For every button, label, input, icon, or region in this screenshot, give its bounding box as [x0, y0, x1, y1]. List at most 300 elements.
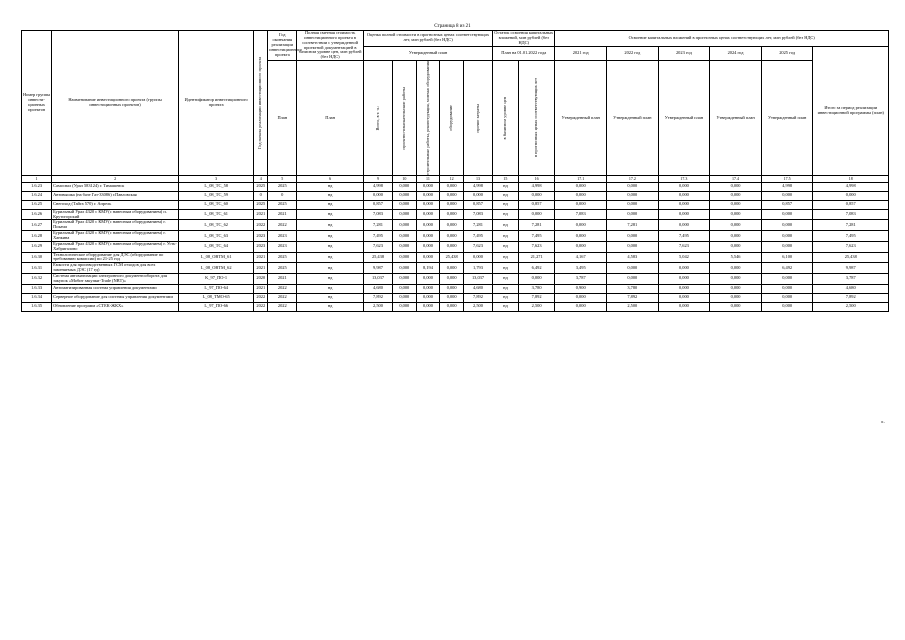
header-year-2024: 2024 год	[710, 46, 762, 61]
cell-base: нд	[493, 209, 519, 220]
cell-y2021: 0,000	[555, 241, 607, 252]
table-row	[22, 209, 889, 220]
header-total: Всего, в т. ч.:	[363, 61, 392, 176]
cell-other: 7,083	[463, 209, 492, 220]
cell-y2025: 0,000	[761, 209, 813, 220]
cell-constr: 0,000	[416, 273, 440, 284]
cell-constr: 0,000	[416, 284, 440, 293]
cell-sum: 3,787	[813, 273, 889, 284]
cell-id: L_97_ПО-64	[179, 284, 254, 293]
cell-base: нд	[493, 231, 519, 242]
header-year-2023: 2023 год	[658, 46, 710, 61]
header-financing: Освоение капитальных вложений в прогнозных ценах соответствующих лет, млн рублей (без НДС)	[555, 31, 889, 47]
table-row	[22, 220, 889, 231]
cell-equip: 0,000	[440, 273, 464, 284]
cell-no: 1.6.33	[22, 284, 52, 293]
col-num: 17.4	[710, 175, 762, 182]
cell-full: нд	[297, 209, 364, 220]
cell-sum: 7,623	[813, 241, 889, 252]
cell-start: 2023	[254, 241, 268, 252]
cell-other: 0,000	[463, 191, 492, 200]
cell-y2023: 7,495	[658, 231, 710, 242]
cell-start: 2021	[254, 209, 268, 220]
cell-base: нд	[493, 263, 519, 274]
cell-start: 2022	[254, 220, 268, 231]
cell-full: нд	[297, 263, 364, 274]
cell-sum: 9,987	[813, 263, 889, 274]
cell-start: 2021	[254, 284, 268, 293]
cell-start: 2025	[254, 200, 268, 209]
cell-base: нд	[493, 273, 519, 284]
header-design: проектно-изыскательские работы	[393, 61, 417, 176]
cell-design: 0,000	[393, 302, 417, 311]
cell-y2021: 0,900	[555, 284, 607, 293]
cell-base: нд	[493, 191, 519, 200]
cell-total: 25,438	[363, 252, 392, 263]
cell-constr: 0,000	[416, 252, 440, 263]
page-number: Страница 8 из 21	[434, 24, 471, 29]
cell-total: 9,987	[363, 263, 392, 274]
cell-other: 0,000	[463, 252, 492, 263]
cell-y2022: 7,892	[607, 293, 659, 302]
cell-end: 2023	[268, 241, 297, 252]
cell-design: 0,000	[393, 209, 417, 220]
cell-base: нд	[493, 200, 519, 209]
cell-total: 2,500	[363, 302, 392, 311]
cell-end: 2022	[268, 284, 297, 293]
cell-y2023: 0,000	[658, 302, 710, 311]
cell-design: 0,000	[393, 252, 417, 263]
cell-end: 2022	[268, 302, 297, 311]
cell-name: Снегоход (Тайга 570) г. Апрель	[52, 200, 179, 209]
cell-forecast: 2,500	[518, 302, 555, 311]
cell-y2023: 0,000	[658, 182, 710, 191]
cell-constr: 0,000	[416, 241, 440, 252]
cell-y2021: 0,000	[555, 231, 607, 242]
cell-other: 4,998	[463, 182, 492, 191]
header-start-year: Год начала реализации инвестиционного проекта	[254, 31, 268, 176]
cell-constr: 0,000	[416, 182, 440, 191]
cell-full: нд	[297, 293, 364, 302]
cell-y2025: 0,000	[761, 220, 813, 231]
header-equipment: оборудование	[440, 61, 464, 176]
cell-end: 2021	[268, 273, 297, 284]
cell-total: 7,623	[363, 241, 392, 252]
cell-id: L_08_TC_61	[179, 209, 254, 220]
cell-y2021: 0,000	[555, 200, 607, 209]
cell-y2021: 0,000	[555, 182, 607, 191]
cell-design: 0,000	[393, 200, 417, 209]
cell-forecast: 6,492	[518, 263, 555, 274]
cell-forecast: 7,623	[518, 241, 555, 252]
header-plan-as-of: План на 01.01.2022 года	[493, 46, 555, 61]
cell-y2022: 0,000	[607, 209, 659, 220]
cell-base: нд	[493, 241, 519, 252]
cell-y2024: 5,546	[710, 252, 762, 263]
cell-y2023: 0,000	[658, 263, 710, 274]
cell-sum: 25,438	[813, 252, 889, 263]
cell-sum: 4,998	[813, 182, 889, 191]
cell-end: 2025	[268, 182, 297, 191]
cell-other: 4,680	[463, 284, 492, 293]
cell-no: 1.6.32	[22, 273, 52, 284]
table-row	[22, 302, 889, 311]
cell-design: 0,000	[393, 182, 417, 191]
cell-equip: 0,000	[440, 231, 464, 242]
cell-y2024: 0,000	[710, 200, 762, 209]
cell-y2022: 4,583	[607, 252, 659, 263]
cell-full: нд	[297, 182, 364, 191]
cell-full: нд	[297, 252, 364, 263]
cell-name: Емкости для производственных ГСМ отходов для всех заменяемых ДЭС (17 ед)	[52, 263, 179, 274]
cell-equip: 0,000	[440, 302, 464, 311]
cell-constr: 0,000	[416, 293, 440, 302]
cell-no: 1.6.35	[22, 302, 52, 311]
table-row	[22, 273, 889, 284]
cell-start: 2025	[254, 182, 268, 191]
cell-y2024: 0,000	[710, 293, 762, 302]
cell-other: 0,857	[463, 200, 492, 209]
table-row	[22, 263, 889, 274]
cell-other: 7,281	[463, 220, 492, 231]
col-num: 17.5	[761, 175, 813, 182]
cell-no: 1.6.31	[22, 263, 52, 274]
cell-forecast: 7,281	[518, 220, 555, 231]
cell-forecast: 3,780	[518, 284, 555, 293]
col-num: 5	[268, 175, 297, 182]
cell-forecast: 0,000	[518, 209, 555, 220]
cell-y2023: 0,000	[658, 273, 710, 284]
cell-id: K_97_ПО-1	[179, 273, 254, 284]
col-num: 6	[297, 175, 364, 182]
cell-id: L_08_OBTM_61	[179, 252, 254, 263]
cell-y2024: 0,000	[710, 182, 762, 191]
cell-y2023: 0,000	[658, 209, 710, 220]
table-row	[22, 231, 889, 242]
header-full-cost-forecast: Оценка полной стоимости в прогнозных ценах соответствующих лет, млн рублей (без НДС)	[363, 31, 492, 47]
cell-y2023: 0,000	[658, 293, 710, 302]
cell-forecast: 4,998	[518, 182, 555, 191]
col-num: 16	[518, 175, 555, 182]
cell-no: 1.6.34	[22, 293, 52, 302]
cell-end: 2021	[268, 209, 297, 220]
cell-design: 0,000	[393, 284, 417, 293]
cell-y2021: 3,495	[555, 263, 607, 274]
col-num: 11	[416, 175, 440, 182]
cell-y2022: 7,281	[607, 220, 659, 231]
cell-y2025: 0,857	[761, 200, 813, 209]
cell-name: Самосвал (Урал 583124) г. Тимашевск	[52, 182, 179, 191]
col-num: 3	[179, 175, 254, 182]
cell-total: 7,083	[363, 209, 392, 220]
cell-id: L_08_TC_62	[179, 220, 254, 231]
cell-total: 13,037	[363, 273, 392, 284]
header-base-prices: в базисном уровне цен	[493, 61, 519, 176]
cell-id: L_08_TC_59	[179, 191, 254, 200]
cell-y2021: 0,000	[555, 220, 607, 231]
cell-full: нд	[297, 284, 364, 293]
cell-equip: 0,000	[440, 263, 464, 274]
cell-base: нд	[493, 302, 519, 311]
col-num: 12	[440, 175, 464, 182]
cell-y2025: 0,000	[761, 231, 813, 242]
cell-equip: 0,000	[440, 182, 464, 191]
cell-equip: 0,000	[440, 284, 464, 293]
cell-total: 7,495	[363, 231, 392, 242]
col-num: 9	[363, 175, 392, 182]
header-project-name: Наименование инвестиционного проекта (группы инвестиционных проектов)	[52, 31, 179, 176]
cell-forecast: 0,000	[518, 191, 555, 200]
cell-y2022: 0,000	[607, 231, 659, 242]
cell-end: 2022	[268, 293, 297, 302]
cell-other: 7,623	[463, 241, 492, 252]
cell-y2024: 0,000	[710, 231, 762, 242]
cell-design: 0,000	[393, 220, 417, 231]
cell-sum: 2,500	[813, 302, 889, 311]
cell-name: Бурильный Урал 4320 с КМУ(с навесным оборудованием) п. Крутогорский	[52, 209, 179, 220]
cell-y2024: 0,000	[710, 209, 762, 220]
cell-total: 0,000	[363, 191, 392, 200]
table-row	[22, 252, 889, 263]
cell-y2022: 0,000	[607, 182, 659, 191]
cell-design: 0,000	[393, 273, 417, 284]
cell-total: 4,998	[363, 182, 392, 191]
cell-no: 1.6.29	[22, 241, 52, 252]
cell-other: 7,892	[463, 293, 492, 302]
header-other: прочие затраты	[463, 61, 492, 176]
cell-id: L_08_TMO-65	[179, 293, 254, 302]
cell-sum: 0,000	[813, 191, 889, 200]
header-project-id: Идентификатор инвестиционного проекта	[179, 31, 254, 176]
table-row	[22, 191, 889, 200]
footnote: ».	[881, 420, 885, 425]
cell-base: нд	[493, 252, 519, 263]
cell-forecast: 0,000	[518, 273, 555, 284]
cell-no: 1.6.26	[22, 209, 52, 220]
cell-name: Серверное оборудование для системы управления документами	[52, 293, 179, 302]
cell-y2024: 0,000	[710, 263, 762, 274]
cell-y2023: 5,042	[658, 252, 710, 263]
cell-y2024: 0,000	[710, 302, 762, 311]
cell-y2021: 0,000	[555, 293, 607, 302]
cell-no: 1.6.25	[22, 200, 52, 209]
cell-y2024: 0,000	[710, 241, 762, 252]
cell-y2022: 0,000	[607, 273, 659, 284]
cell-total: 0,857	[363, 200, 392, 209]
header-approved-2022: Утвержденный план	[607, 61, 659, 176]
table-body	[22, 175, 889, 311]
header-year-2025: 2025 год	[761, 46, 813, 61]
cell-id: L_08_OBTM_62	[179, 263, 254, 274]
cell-y2022: 0,000	[607, 241, 659, 252]
header-approved-plan: Утвержденный план	[363, 46, 492, 61]
header-approved-2023: Утвержденный план	[658, 61, 710, 176]
cell-no: 1.6.30	[22, 252, 52, 263]
col-num: 17.1	[555, 175, 607, 182]
cell-y2025: 6,100	[761, 252, 813, 263]
cell-y2023: 7,623	[658, 241, 710, 252]
cell-forecast: 21,271	[518, 252, 555, 263]
cell-id: L_97_ПО-66	[179, 302, 254, 311]
header-approved-2021: Утвержденный план	[555, 61, 607, 176]
header-remaining-cost: Остаток освоения капитальных вложений, млн рублей (без НДС)	[494, 30, 554, 45]
cell-id: L_08_TC_63	[179, 231, 254, 242]
cell-name: Бурильный Урал 4320 с КМУ(с навесным оборудованием) г. Усть-Хабригалово	[53, 240, 177, 251]
cell-id: L_08_TC_64	[179, 241, 254, 252]
cell-sum: 7,495	[813, 231, 889, 242]
cell-name: Автоматизированная система управления документами	[52, 284, 179, 293]
cell-other: 7,495	[463, 231, 492, 242]
cell-full: нд	[297, 241, 364, 252]
cell-y2023: 0,000	[658, 284, 710, 293]
col-num: 2	[52, 175, 179, 182]
cell-start: 0	[254, 191, 268, 200]
cell-constr: 0,000	[416, 191, 440, 200]
cell-constr: 0,000	[416, 220, 440, 231]
table-row	[22, 284, 889, 293]
col-num: 4	[254, 175, 268, 182]
cell-equip: 0,000	[440, 220, 464, 231]
cell-end: 2022	[268, 220, 297, 231]
table-row	[22, 293, 889, 302]
header-full-cost: Полная сметная стоимость инвестиционного проекта в соответствии с утвержденной проектной документацией в базисном уровне цен, млн рублей (без НДС)	[298, 30, 362, 60]
cell-design: 0,000	[393, 293, 417, 302]
cell-name: Автовышка (на базе Газ-33086) г.Павловская	[52, 191, 179, 200]
cell-design: 0,000	[393, 263, 417, 274]
header-approved-2025: Утвержденный план	[761, 61, 813, 176]
cell-y2021: 3,787	[555, 273, 607, 284]
cell-other: 2,500	[463, 302, 492, 311]
cell-equip: 0,000	[440, 200, 464, 209]
cell-y2025: 0,000	[761, 191, 813, 200]
cell-end: 2025	[268, 252, 297, 263]
cell-constr: 0,000	[416, 209, 440, 220]
cell-total: 7,281	[363, 220, 392, 231]
cell-constr: 0,000	[416, 231, 440, 242]
cell-sum: 7,281	[813, 220, 889, 231]
cell-end: 2023	[268, 231, 297, 242]
cell-y2025: 0,000	[761, 284, 813, 293]
cell-sum: 4,680	[813, 284, 889, 293]
cell-y2025: 6,492	[761, 263, 813, 274]
cell-y2023: 0,000	[658, 191, 710, 200]
cell-end: 2025	[268, 200, 297, 209]
cell-y2021: 0,000	[555, 191, 607, 200]
cell-y2025: 0,000	[761, 302, 813, 311]
cell-no: 1.6.24	[22, 191, 52, 200]
table-row	[22, 182, 889, 191]
cell-y2022: 3,780	[607, 284, 659, 293]
table-row	[22, 200, 889, 209]
cell-y2025: 0,000	[761, 293, 813, 302]
cell-forecast: 7,495	[518, 231, 555, 242]
cell-y2021: 0,000	[555, 302, 607, 311]
cell-constr: 0,000	[416, 302, 440, 311]
cell-forecast: 7,892	[518, 293, 555, 302]
cell-constr: 8,194	[416, 263, 440, 274]
col-num: 18	[813, 175, 889, 182]
cell-start: 2021	[254, 263, 268, 274]
header-plan-end: План	[268, 61, 297, 176]
cell-full: нд	[297, 220, 364, 231]
cell-start: 2021	[254, 252, 268, 263]
cell-id: L_08_TC_60	[179, 200, 254, 209]
cell-forecast: 0,857	[518, 200, 555, 209]
cell-end: 2025	[268, 263, 297, 274]
cell-design: 0,000	[393, 231, 417, 242]
cell-y2022: 0,000	[607, 200, 659, 209]
header-end-year: Год окончания реализации инвестиционного проекта	[268, 31, 297, 61]
header-year-2022: 2022 год	[607, 46, 659, 61]
cell-equip: 0,000	[440, 191, 464, 200]
cell-other: 1,793	[463, 263, 492, 274]
cell-y2021: 7,083	[555, 209, 607, 220]
cell-sum: 0,857	[813, 200, 889, 209]
cell-id: L_08_TC_58	[179, 182, 254, 191]
cell-y2021: 4,167	[555, 252, 607, 263]
header-construction: строительные работы, реконструкция, монтаж оборудования	[416, 61, 440, 176]
header-plan-cost: План	[297, 61, 364, 176]
cell-start: 2020	[254, 273, 268, 284]
cell-full: нд	[297, 302, 364, 311]
cell-y2023: 0,000	[658, 220, 710, 231]
cell-base: нд	[493, 293, 519, 302]
cell-name: Технологическое оборудование для ДЭС (оборудование по требованию комиссии) по 21-25 год	[52, 252, 179, 263]
investment-table	[21, 30, 889, 312]
cell-y2024: 0,000	[710, 273, 762, 284]
column-number-row	[22, 175, 889, 182]
col-num: 13	[463, 175, 492, 182]
cell-base: нд	[493, 220, 519, 231]
cell-y2022: 2,500	[607, 302, 659, 311]
cell-no: 1.6.28	[22, 231, 52, 242]
cell-start: 2022	[254, 293, 268, 302]
cell-base: нд	[493, 182, 519, 191]
cell-full: нд	[297, 231, 364, 242]
cell-no: 1.6.27	[22, 220, 52, 231]
cell-full: нд	[297, 273, 364, 284]
cell-y2023: 0,000	[658, 200, 710, 209]
header-total-period: Итого за период реализации инвестиционной программы (план)	[813, 46, 889, 175]
col-num: 17.2	[607, 175, 659, 182]
cell-equip: 0,000	[440, 241, 464, 252]
header-forecast-prices: в прогнозных ценах соответствующих лет	[518, 61, 555, 176]
col-num: 17.3	[658, 175, 710, 182]
header-approved-2024: Утвержденный план	[710, 61, 762, 176]
table-row	[22, 241, 889, 252]
col-num: 10	[393, 175, 417, 182]
cell-sum: 7,892	[813, 293, 889, 302]
cell-design: 0,000	[393, 241, 417, 252]
cell-end: 0	[268, 191, 297, 200]
col-num: 15	[493, 175, 519, 182]
cell-y2025: 4,998	[761, 182, 813, 191]
cell-y2024: 0,000	[710, 220, 762, 231]
cell-other: 13,037	[463, 273, 492, 284]
cell-name: Обновление программ «СТЕК-ЖКХ»	[52, 302, 179, 311]
cell-equip: 0,000	[440, 209, 464, 220]
cell-base: нд	[493, 284, 519, 293]
cell-equip: 0,000	[440, 293, 464, 302]
cell-y2022: 0,000	[607, 263, 659, 274]
cell-name: Бурильный Урал 4320 с КМУ(с навесным оборудованием) г. Ханкина	[52, 231, 179, 242]
cell-full: нд	[297, 200, 364, 209]
cell-y2025: 0,000	[761, 241, 813, 252]
cell-y2024: 0,000	[710, 191, 762, 200]
cell-start: 2022	[254, 302, 268, 311]
cell-name: Бурильный Урал 4320 с КМУ(с навесным оборудованием) г. Покачи	[52, 220, 179, 231]
cell-y2024: 0,000	[710, 284, 762, 293]
